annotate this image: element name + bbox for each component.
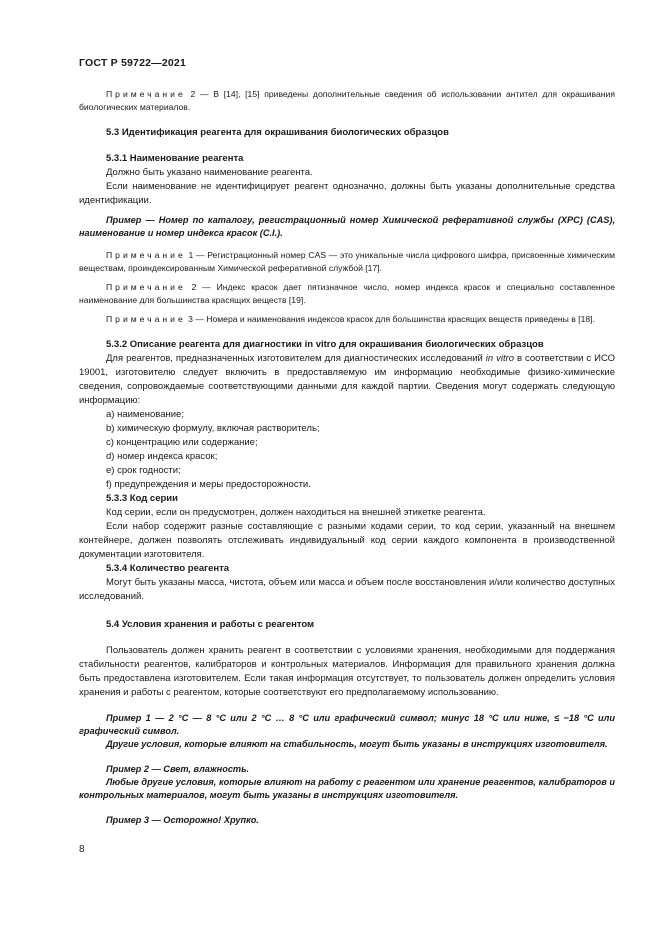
list-item: c) концентрацию или содержание; [106,437,258,448]
note-label: Примечание [106,89,186,99]
example-1: Пример 1 — 2 °С — 8 °С или 2 °С … 8 °С или графический символ; минус 18 °С или ниже, ≤ −18 °С или графический символ. [79,713,615,736]
note-3 [79,313,615,326]
note-label: Примечание [106,282,186,292]
document-header: ГОСТ Р 59722—2021 [79,57,187,69]
example-paragraph: Пример — Номер по каталогу, регистрационный номер Химической реферативной службы (ХРС) (CAS), наименование и номер индекса красок (C.I.). [79,215,615,238]
section-5-3-4-heading: 5.3.4 Количество реагента [106,563,230,574]
section-5-3-2-heading: 5.3.2 Описание реагента для диагностики in vitro для окрашивания биологических образцов [106,339,544,350]
paragraph: Если наименование не идентифицирует реагент однозначно, должны быть указаны дополнительные средства идентификации. [79,181,615,206]
note-label: Примечание [106,314,186,324]
list-item: e) срок годности; [106,465,181,476]
list-item: a) наименование; [106,409,184,420]
paragraph-text: в соответствии с ИСО 19001, изготовителю следует включить в предоставляемую им информацию необходимые физико-химические сведения, сопровождаемые соответствующими данными для каждой партии. Сведения могут содержать следующую информацию: [79,353,616,406]
example-1-continued: Другие условия, которые влияют на стабильность, могут быть указаны в инструкциях изготовителя. [106,739,608,749]
section-5-3-heading: 5.3 Идентификация реагента для окрашивания биологических образцов [106,127,449,138]
paragraph-emphasis: in vitro [485,353,515,364]
note-text: 2 — В [14], [15] приведены дополнительные сведения об использовании антител для окрашивания биологических материалов. [79,89,615,112]
section-5-4-heading: 5.4 Условия хранения и работы с реагентом [106,619,315,630]
paragraph: Пользователь должен хранить реагент в соответствии с условиями хранения, необходимыми для поддержания стабильности реагентов, калибраторов и контрольных материалов. Информация для правильного хранения должна быть предоставлена изготовителем. Если такая информация отсутствует, то пользователь должен определить условия хранения и работы с реагентом, которые соответствуют его предполагаемому использованию. [79,645,615,698]
example-2: Пример 2 — Свет, влажность. [106,764,250,774]
note-text: 2 — Индекс красок дает пятизначное число, номер индекса красок и специально составленное наименование для большинства красящих веществ [19]. [79,282,615,305]
note-1 [79,249,615,275]
document-body [79,88,615,827]
section-5-3-3-heading: 5.3.3 Код серии [106,493,178,504]
list-item: b) химическую формулу, включая растворитель; [106,423,320,434]
paragraph: Могут быть указаны масса, чистота, объем или масса и объем после восстановления и/или количество доступных исследований. [79,577,615,602]
paragraph: Код серии, если он предусмотрен, должен находиться на внешней этикетке реагента. [106,507,486,518]
example-3: Пример 3 — Осторожно! Хрупко. [106,815,259,825]
note-text: 1 — Регистрационный номер CAS — это уникальные числа цифрового шифра, присвоенные химическим веществам, проиндексированным Химической реферативной службой [17]. [79,250,615,273]
note-label: Примечание [106,250,186,260]
note-top [79,88,615,114]
list-item: d) номер индекса красок; [106,451,218,462]
section-5-3-1-heading: 5.3.1 Наименование реагента [106,153,244,164]
paragraph: Если набор содержит разные составляющие с разными кодами серии, то код серии, указанный на внешнем контейнере, должен позволять отслеживать индивидуальный код серии каждого компонента в производственной документации изготовителя. [79,521,615,560]
list-item: f) предупреждения и меры предосторожности. [106,479,311,490]
note-text: 3 — Номера и наименования индексов красок для большинства красящих веществ приведены в [18]. [185,314,595,324]
paragraph-text: Для реагентов, предназначенных изготовителем для диагностических исследований [106,353,486,364]
paragraph: Должно быть указано наименование реагента. [106,167,313,178]
note-2 [79,281,615,307]
example-2-continued: Любые другие условия, которые влияют на работу с реагентом или хранение реагентов, калибраторов и контрольных материалов, могут быть указаны в инструкциях изготовителя. [79,777,615,800]
page-number: 8 [79,844,85,855]
paragraph [79,352,615,408]
